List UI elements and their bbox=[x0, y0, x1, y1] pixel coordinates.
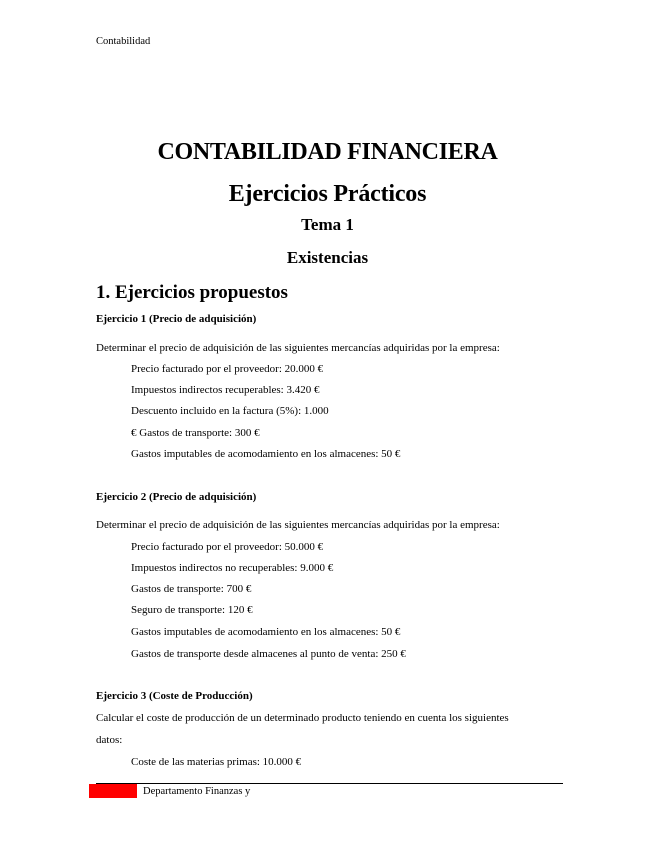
exercise-3-intro-line-1: Calcular el coste de producción de un determinado producto teniendo en cuenta los siguientes bbox=[96, 712, 509, 724]
exercise-1-item: Impuestos indirectos recuperables: 3.420 € bbox=[131, 384, 320, 396]
document-title: CONTABILIDAD FINANCIERA bbox=[157, 139, 498, 165]
subtopic-heading: Existencias bbox=[286, 248, 369, 267]
exercise-1-item: € Gastos de transporte: 300 € bbox=[131, 427, 260, 439]
exercise-2-item: Seguro de transporte: 120 € bbox=[131, 604, 253, 616]
footer-accent-bar bbox=[89, 784, 137, 798]
exercise-1-item: Descuento incluido en la factura (5%): 1.000 bbox=[131, 405, 329, 417]
exercise-3-item: Coste de las materias primas: 10.000 € bbox=[131, 756, 302, 768]
exercise-1-intro: Determinar el precio de adquisición de las siguientes mercancías adquiridas por la empresa: bbox=[96, 342, 500, 354]
exercise-2-item: Precio facturado por el proveedor: 50.000 € bbox=[131, 541, 324, 553]
topic-heading: Tema 1 bbox=[301, 215, 354, 234]
exercise-2-item: Gastos de transporte desde almacenes al punto de venta: 250 € bbox=[131, 648, 406, 660]
document-subtitle: Ejercicios Prácticos bbox=[228, 181, 427, 207]
exercise-2-intro: Determinar el precio de adquisición de las siguientes mercancías adquiridas por la empresa: bbox=[96, 519, 500, 531]
footer-text: Departamento Finanzas y bbox=[143, 786, 251, 797]
section-heading: 1. Ejercicios propuestos bbox=[96, 282, 288, 303]
exercise-1-title: Ejercicio 1 (Precio de adquisición) bbox=[96, 313, 257, 325]
exercise-2-item: Gastos de transporte: 700 € bbox=[131, 583, 252, 595]
exercise-1-item: Precio facturado por el proveedor: 20.000 € bbox=[131, 363, 324, 375]
exercise-2-title: Ejercicio 2 (Precio de adquisición) bbox=[96, 491, 257, 503]
exercise-2-item: Gastos imputables de acomodamiento en los almacenes: 50 € bbox=[131, 626, 401, 638]
footer-divider bbox=[96, 783, 563, 784]
running-header: Contabilidad bbox=[96, 36, 151, 47]
exercise-2-item: Impuestos indirectos no recuperables: 9.000 € bbox=[131, 562, 334, 574]
exercise-3-intro-line-2: datos: bbox=[96, 734, 123, 746]
exercise-1-item: Gastos imputables de acomodamiento en los almacenes: 50 € bbox=[131, 448, 401, 460]
exercise-3-title: Ejercicio 3 (Coste de Producción) bbox=[96, 690, 253, 702]
